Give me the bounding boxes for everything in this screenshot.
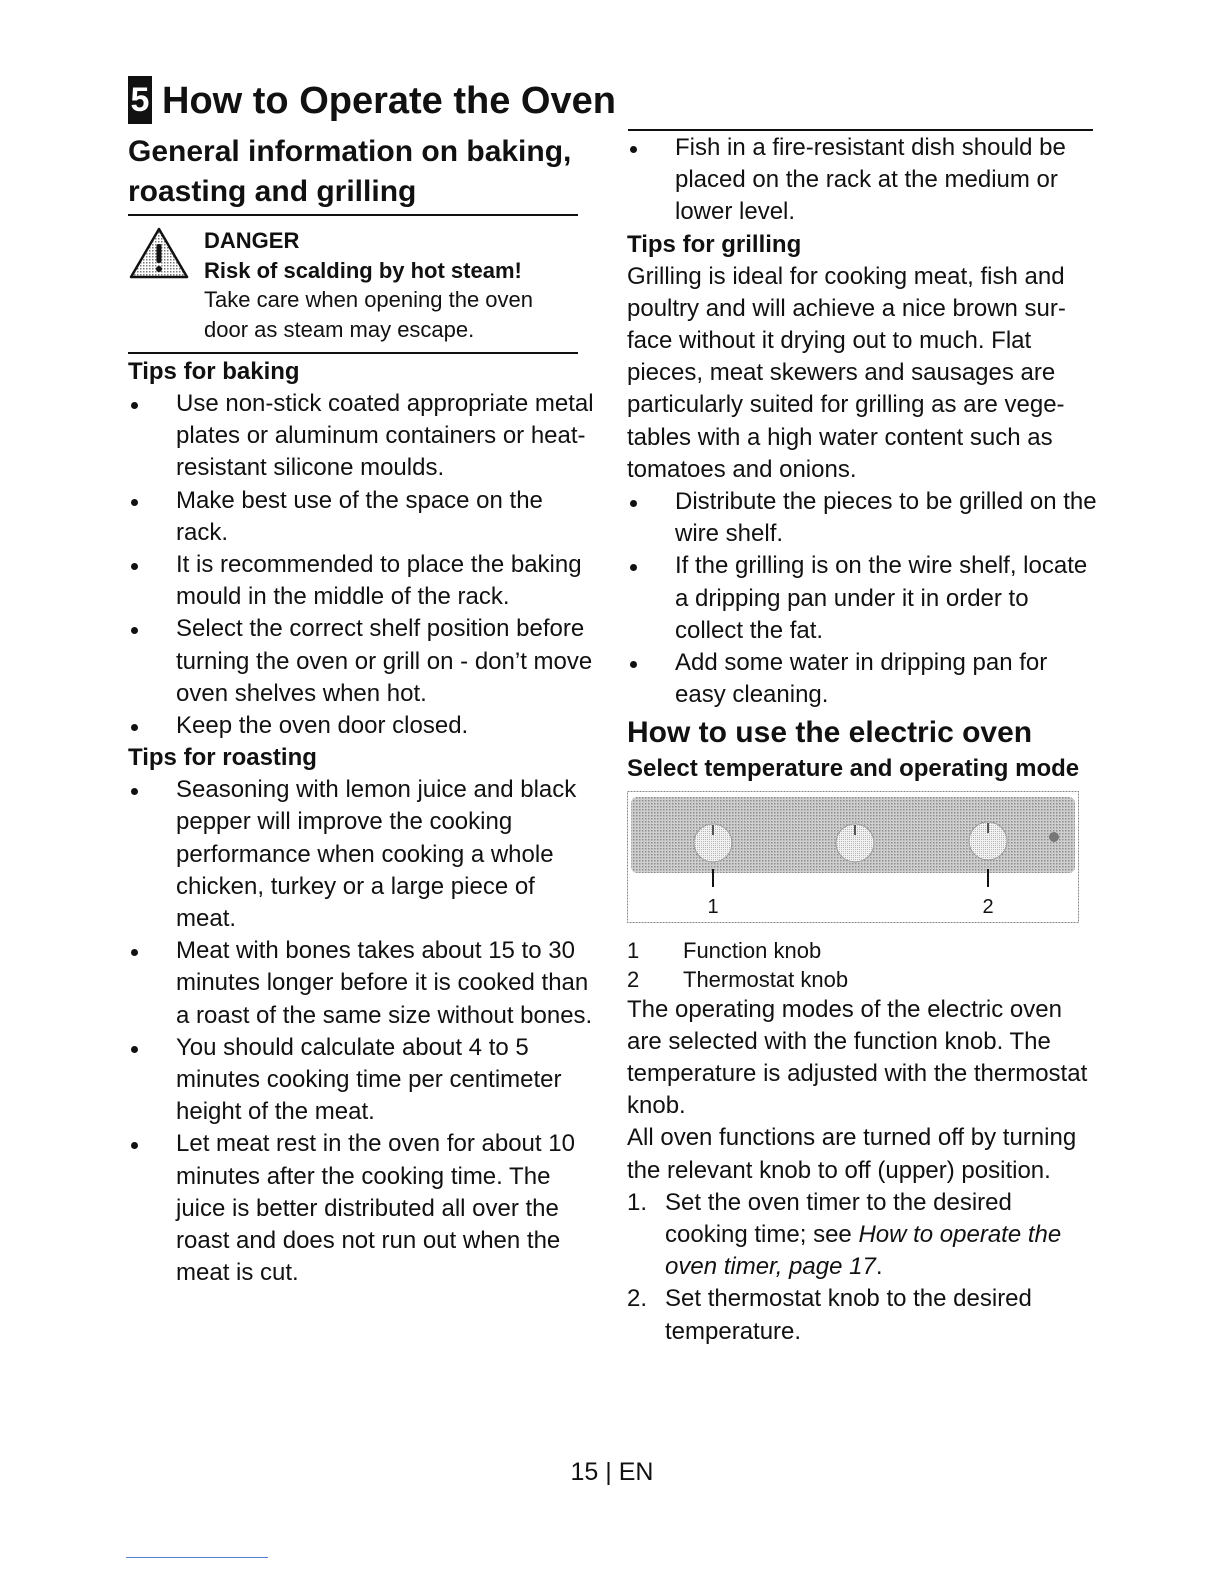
left-column	[128, 132, 598, 1289]
step-item	[627, 1187, 1097, 1284]
grilling-intro: Grilling is ideal for cooking meat, fish and poultry and will achieve a nice brown sur-face without it drying out to much. Flat pieces, meat skewers and sausages are particularly suited for grilling as are vege-tables with a high water content such as tomatoes and onions.	[627, 262, 1066, 483]
warning-triangle-icon	[128, 226, 190, 280]
chapter-number: 5	[128, 76, 152, 124]
legend-number: 1	[627, 937, 640, 963]
page-footer	[0, 1456, 1224, 1488]
steps-list	[627, 1187, 1097, 1348]
electric-subheading: Select temperature and operating mode	[627, 755, 1080, 783]
list-item: If the grilling is on the wire shelf, locate a dripping pan under it in order to collect the fat.	[627, 550, 1097, 647]
right-column	[627, 132, 1097, 1348]
callout-2: 2	[982, 896, 994, 919]
legend-number: 2	[627, 966, 640, 992]
step-text: Set thermostat knob to the desired temperature.	[665, 1285, 1032, 1345]
thermostat-knob-icon	[969, 822, 1007, 860]
list-item: Distribute the pieces to be grilled on the wire shelf.	[627, 486, 1097, 550]
list-item: Add some water in dripping pan for easy cleaning.	[627, 647, 1097, 711]
legend-label: Function knob	[683, 937, 822, 963]
danger-subtitle: Risk of scalding by hot steam!	[204, 257, 522, 283]
step-end: .	[875, 1253, 883, 1281]
grilling-heading: Tips for grilling	[627, 230, 802, 258]
roasting-heading: Tips for roasting	[128, 744, 317, 772]
grilling-list	[627, 486, 1097, 711]
list-item: You should calculate about 4 to 5 minutes cooking time per centimeter height of the meat.	[128, 1032, 598, 1129]
legend-label: Thermostat knob	[683, 966, 849, 992]
list-item: It is recommended to place the baking mould in the middle of the rack.	[128, 549, 598, 613]
step-number: 2.	[627, 1285, 648, 1313]
corner-rule	[126, 1557, 268, 1558]
list-item: Use non-stick coated appropriate metal plates or aluminum containers or heat-resistant silicone moulds.	[128, 388, 598, 485]
fish-list	[627, 132, 1097, 229]
list-item: Meat with bones takes about 15 to 30 minutes longer before it is cooked than a roast of the same size without bones.	[128, 935, 598, 1032]
paragraph: The operating modes of the electric oven are selected with the function knob. The temperature is adjusted with the thermostat knob.	[627, 995, 1088, 1120]
list-item: Select the correct shelf position before turning the oven or grill on - don’t move oven shelves when hot.	[128, 613, 598, 710]
title-rule	[628, 129, 1093, 131]
page-title	[128, 76, 616, 126]
legend-row	[627, 936, 1097, 965]
middle-knob-icon	[836, 824, 874, 862]
list-item: Let meat rest in the oven for about 10 minutes after the cooking time. The juice is better distributed all over the roast and does not run out when the meat is cut.	[128, 1128, 598, 1289]
step-reference: How to operate the oven timer, page 17	[665, 1221, 1062, 1281]
step-text: Set the oven timer to the desired cooking time; see	[665, 1188, 1012, 1249]
baking-heading: Tips for baking	[128, 358, 300, 385]
step-number: 1.	[627, 1188, 648, 1216]
legend-row	[627, 965, 1097, 994]
figure-legend	[627, 936, 1097, 994]
danger-text: Take care when opening the oven door as steam may escape.	[204, 287, 534, 342]
footer-separator: |	[605, 1458, 612, 1486]
danger-notice	[128, 226, 578, 354]
control-panel-figure	[627, 791, 1097, 932]
step-item	[627, 1283, 1097, 1347]
control-panel-illustration	[627, 791, 1079, 923]
page-number: 15	[570, 1458, 599, 1486]
roasting-list	[128, 774, 598, 1289]
function-knob-icon	[694, 824, 732, 862]
list-item: Seasoning with lemon juice and black pepper will improve the cooking performance when cooking a whole chicken, turkey or a large piece of meat.	[128, 774, 598, 935]
baking-list	[128, 388, 598, 742]
chapter-title: How to Operate the Oven	[162, 80, 616, 122]
section-heading: General information on baking, roasting and grilling	[128, 132, 578, 216]
electric-heading: How to use the electric oven	[627, 716, 1033, 750]
list-item: Make best use of the space on the rack.	[128, 485, 598, 549]
indicator-light-icon	[1049, 832, 1059, 842]
callout-1: 1	[707, 896, 719, 919]
paragraph: All oven functions are turned off by turning the relevant knob to off (upper) position.	[627, 1124, 1077, 1184]
language-code: EN	[618, 1458, 654, 1486]
list-item: Keep the oven door closed.	[128, 710, 598, 742]
list-item: Fish in a fire-resistant dish should be placed on the rack at the medium or lower level.	[627, 132, 1097, 229]
danger-label: DANGER	[204, 228, 300, 253]
